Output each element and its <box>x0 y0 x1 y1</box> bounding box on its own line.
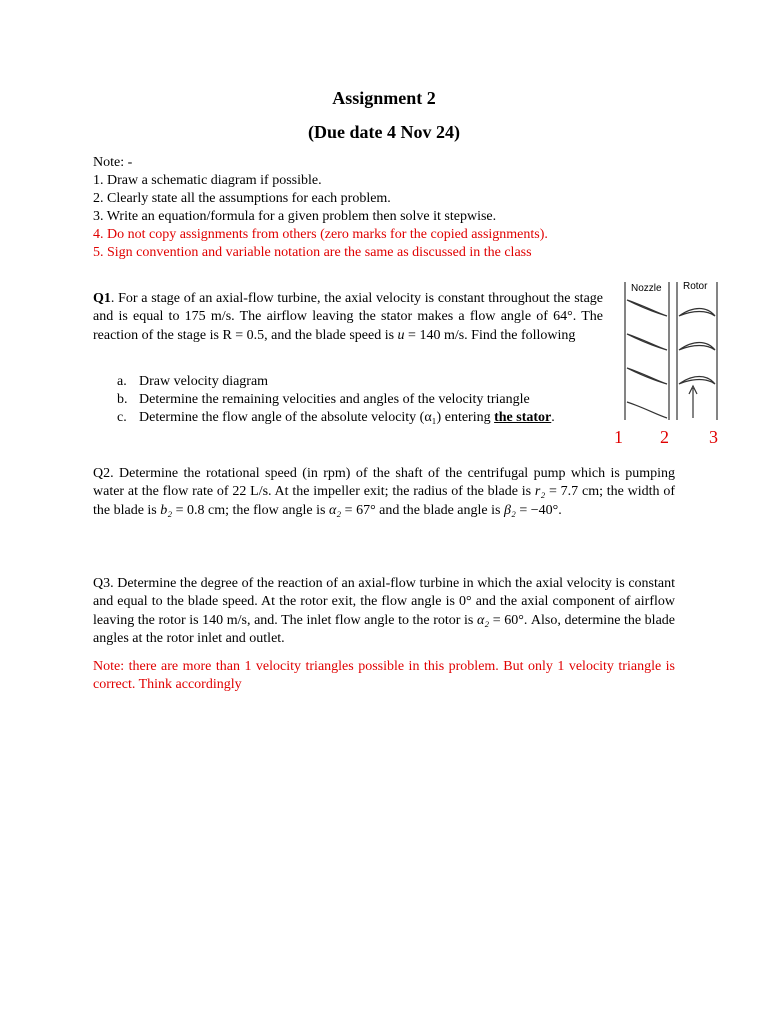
q1-label: Q1 <box>93 291 111 306</box>
rotor-label: Rotor <box>683 281 708 292</box>
note-item-4: 4. Do not copy assignments from others (zero marks for the copied assignments). <box>93 227 548 242</box>
q2-text: Q2. Determine the rotational speed (in rpm) of the shaft of the centrifugal pump which is pumping water at the flow rate of 22 L/s. At the impeller exit; the radius of the blade is r₂ = 7.7 cm; the width of the blade is b₂ = 0.8 cm; the flow angle is α₂ = 67° and the blade angle is β₂ = −40°. <box>93 466 676 518</box>
station-2-label: 2 <box>660 427 669 447</box>
q1-part-b: b. Determine the remaining velocities and angles of the velocity triangle <box>117 392 530 407</box>
nozzle-blade <box>627 402 667 418</box>
nozzle-label: Nozzle <box>631 283 662 294</box>
station-3-label: 3 <box>709 427 718 447</box>
station-1-label: 1 <box>614 427 623 447</box>
assignment-title: Assignment 2 <box>332 88 436 108</box>
rotor-blade <box>679 309 715 317</box>
q1-part-a: a. Draw velocity diagram <box>117 374 269 389</box>
rotor-blade <box>679 343 715 351</box>
q3-text: Q3. Determine the degree of the reaction of an axial-flow turbine in which the axial velocity is constant and equal to the blade speed. At the rotor exit, the flow angle is 0° and the axial component of airflow leaving the rotor is 140 m/s, and. The inlet flow angle to the rotor is α₂ = 60°. Also, determine the blade angles at the rotor inlet and outlet. <box>93 576 675 646</box>
due-date: (Due date 4 Nov 24) <box>308 122 460 142</box>
note-item-2: 2. Clearly state all the assumptions for each problem. <box>93 191 391 206</box>
nozzle-blade <box>627 300 667 316</box>
nozzle-blade <box>627 368 667 384</box>
note-item-3: 3. Write an equation/formula for a given problem then solve it stepwise. <box>93 209 497 224</box>
rotor-blade <box>679 377 715 385</box>
q1-part-c: c. Determine the flow angle of the absolute velocity (α₁) entering the stator. <box>117 410 555 425</box>
q3-note: Note: there are more than 1 velocity triangles possible in this problem. But only 1 velocity triangle is correct. Think accordingly <box>93 659 675 693</box>
nozzle-rotor-diagram <box>615 276 725 424</box>
q1-text: Q1. For a stage of an axial-flow turbine, the axial velocity is constant throughout the stage and is equal to 175 m/s. The airflow leaving the stator makes a flow angle of 64°. The reaction of the stage is R = 0.5, and the blade speed is u = 140 m/s. Find the following <box>93 291 603 343</box>
note-item-1: 1. Draw a schematic diagram if possible. <box>93 173 322 188</box>
notes-heading: Note: - <box>93 155 133 170</box>
note-item-5: 5. Sign convention and variable notation are the same as discussed in the class <box>93 245 532 260</box>
nozzle-blade <box>627 334 667 350</box>
